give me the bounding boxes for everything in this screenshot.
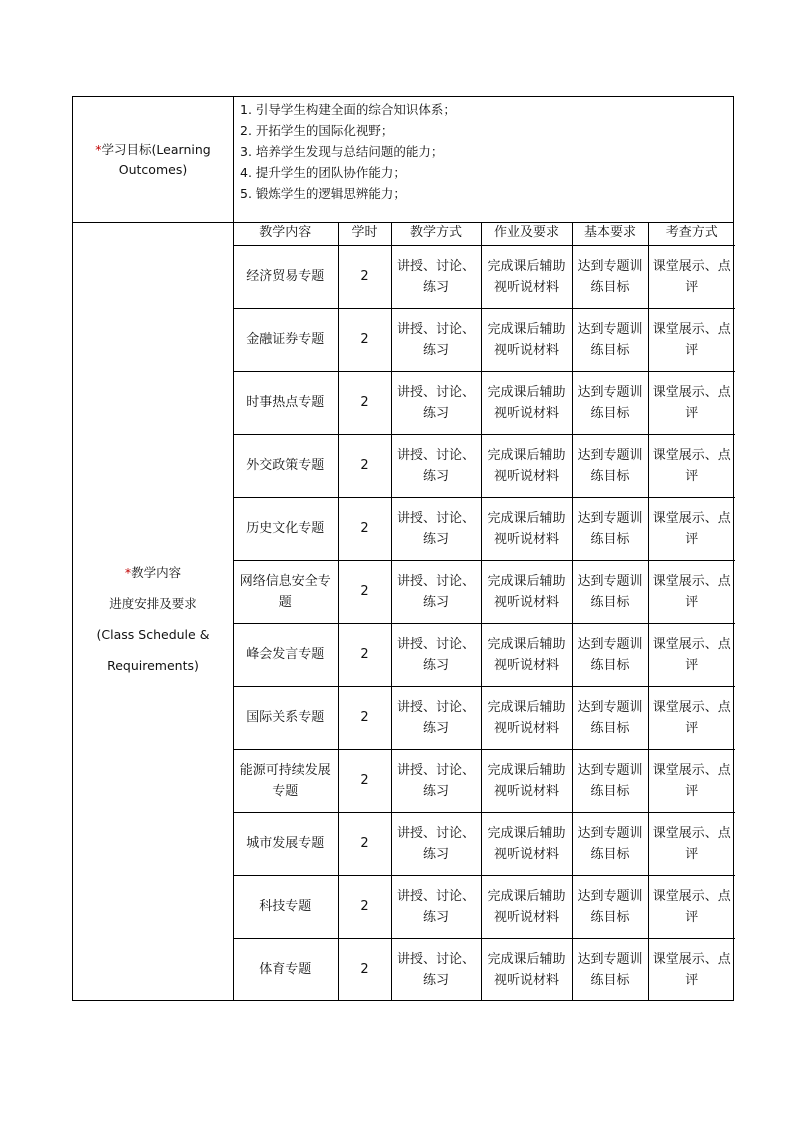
basic-requirement-cell: 达到专题训练目标 bbox=[572, 623, 648, 686]
hours-cell: 2 bbox=[338, 245, 391, 308]
basic-requirement-cell: 达到专题训练目标 bbox=[572, 371, 648, 434]
basic-requirement-cell: 达到专题训练目标 bbox=[572, 245, 648, 308]
table-row bbox=[233, 371, 735, 434]
assessment-cell: 课堂展示、点评 bbox=[648, 812, 735, 875]
homework-cell: 完成课后辅助视听说材料 bbox=[481, 938, 572, 1001]
assessment-cell: 课堂展示、点评 bbox=[648, 623, 735, 686]
hours-cell: 2 bbox=[338, 812, 391, 875]
method-cell: 讲授、讨论、练习 bbox=[391, 623, 481, 686]
method-cell: 讲授、讨论、练习 bbox=[391, 245, 481, 308]
basic-requirement-cell: 达到专题训练目标 bbox=[572, 749, 648, 812]
table-row bbox=[233, 560, 735, 623]
basic-requirement-cell: 达到专题训练目标 bbox=[572, 875, 648, 938]
homework-cell: 完成课后辅助视听说材料 bbox=[481, 560, 572, 623]
assessment-cell: 课堂展示、点评 bbox=[648, 560, 735, 623]
method-cell: 讲授、讨论、练习 bbox=[391, 371, 481, 434]
learning-outcomes-label bbox=[73, 140, 233, 180]
homework-cell: 完成课后辅助视听说材料 bbox=[481, 686, 572, 749]
basic-requirement-cell: 达到专题训练目标 bbox=[572, 560, 648, 623]
assessment-cell: 课堂展示、点评 bbox=[648, 875, 735, 938]
table-row bbox=[233, 497, 735, 560]
hours-cell: 2 bbox=[338, 686, 391, 749]
hours-cell: 2 bbox=[338, 497, 391, 560]
basic-requirement-cell: 达到专题训练目标 bbox=[572, 812, 648, 875]
table-row bbox=[233, 938, 735, 1001]
topic-cell: 经济贸易专题 bbox=[233, 245, 338, 308]
homework-cell: 完成课后辅助视听说材料 bbox=[481, 623, 572, 686]
basic-requirement-cell: 达到专题训练目标 bbox=[572, 497, 648, 560]
learning-outcomes-label-line2: Outcomes) bbox=[118, 162, 188, 177]
header-basic-requirements: 基本要求 bbox=[572, 222, 648, 245]
table-row bbox=[233, 434, 735, 497]
method-cell: 讲授、讨论、练习 bbox=[391, 749, 481, 812]
homework-cell: 完成课后辅助视听说材料 bbox=[481, 497, 572, 560]
topic-cell: 时事热点专题 bbox=[233, 371, 338, 434]
outcome-item: 3. 培养学生发现与总结问题的能力； bbox=[240, 144, 444, 159]
table-row bbox=[233, 812, 735, 875]
method-cell: 讲授、讨论、练习 bbox=[391, 497, 481, 560]
topic-cell: 城市发展专题 bbox=[233, 812, 338, 875]
hours-cell: 2 bbox=[338, 875, 391, 938]
assessment-cell: 课堂展示、点评 bbox=[648, 497, 735, 560]
homework-cell: 完成课后辅助视听说材料 bbox=[481, 245, 572, 308]
hours-cell: 2 bbox=[338, 749, 391, 812]
table-row bbox=[233, 875, 735, 938]
table-row bbox=[233, 686, 735, 749]
class-schedule-label-line4: Requirements) bbox=[107, 658, 199, 673]
basic-requirement-cell: 达到专题训练目标 bbox=[572, 938, 648, 1001]
table-row bbox=[233, 245, 735, 308]
hours-cell: 2 bbox=[338, 938, 391, 1001]
homework-cell: 完成课后辅助视听说材料 bbox=[481, 308, 572, 371]
learning-outcomes-list bbox=[240, 97, 720, 204]
table-row bbox=[233, 749, 735, 812]
hours-cell: 2 bbox=[338, 371, 391, 434]
method-cell: 讲授、讨论、练习 bbox=[391, 560, 481, 623]
basic-requirement-cell: 达到专题训练目标 bbox=[572, 434, 648, 497]
outcome-item: 2. 开拓学生的国际化视野； bbox=[240, 123, 394, 138]
outcome-item: 1. 引导学生构建全面的综合知识体系； bbox=[240, 102, 456, 117]
class-schedule-table bbox=[233, 222, 735, 1001]
assessment-cell: 课堂展示、点评 bbox=[648, 371, 735, 434]
required-marker: * bbox=[124, 565, 132, 580]
header-assessment: 考查方式 bbox=[648, 222, 735, 245]
topic-cell: 外交政策专题 bbox=[233, 434, 338, 497]
method-cell: 讲授、讨论、练习 bbox=[391, 938, 481, 1001]
hours-cell: 2 bbox=[338, 308, 391, 371]
topic-cell: 历史文化专题 bbox=[233, 497, 338, 560]
homework-cell: 完成课后辅助视听说材料 bbox=[481, 371, 572, 434]
schedule-header-row bbox=[233, 222, 735, 245]
topic-cell: 能源可持续发展专题 bbox=[233, 749, 338, 812]
homework-cell: 完成课后辅助视听说材料 bbox=[481, 434, 572, 497]
basic-requirement-cell: 达到专题训练目标 bbox=[572, 308, 648, 371]
assessment-cell: 课堂展示、点评 bbox=[648, 434, 735, 497]
outcome-item: 4. 提升学生的团队协作能力； bbox=[240, 165, 406, 180]
topic-cell: 国际关系专题 bbox=[233, 686, 338, 749]
outcome-item: 5. 锻炼学生的逻辑思辨能力； bbox=[240, 186, 406, 201]
class-schedule-label-line1: 教学内容 bbox=[131, 565, 182, 580]
table-row bbox=[233, 308, 735, 371]
assessment-cell: 课堂展示、点评 bbox=[648, 749, 735, 812]
hours-cell: 2 bbox=[338, 434, 391, 497]
header-hours: 学时 bbox=[338, 222, 391, 245]
homework-cell: 完成课后辅助视听说材料 bbox=[481, 875, 572, 938]
method-cell: 讲授、讨论、练习 bbox=[391, 812, 481, 875]
required-marker: * bbox=[95, 142, 102, 157]
assessment-cell: 课堂展示、点评 bbox=[648, 245, 735, 308]
homework-cell: 完成课后辅助视听说材料 bbox=[481, 749, 572, 812]
class-schedule-label-line3: (Class Schedule & bbox=[96, 627, 210, 642]
header-homework: 作业及要求 bbox=[481, 222, 572, 245]
syllabus-table bbox=[72, 96, 734, 1001]
basic-requirement-cell: 达到专题训练目标 bbox=[572, 686, 648, 749]
method-cell: 讲授、讨论、练习 bbox=[391, 434, 481, 497]
assessment-cell: 课堂展示、点评 bbox=[648, 938, 735, 1001]
method-cell: 讲授、讨论、练习 bbox=[391, 875, 481, 938]
learning-outcomes-label-line1: 学习目标(Learning bbox=[101, 142, 211, 157]
hours-cell: 2 bbox=[338, 623, 391, 686]
header-teaching-method: 教学方式 bbox=[391, 222, 481, 245]
method-cell: 讲授、讨论、练习 bbox=[391, 686, 481, 749]
topic-cell: 体育专题 bbox=[233, 938, 338, 1001]
class-schedule-label-line2: 进度安排及要求 bbox=[109, 596, 197, 611]
assessment-cell: 课堂展示、点评 bbox=[648, 686, 735, 749]
topic-cell: 网络信息安全专题 bbox=[233, 560, 338, 623]
table-row bbox=[233, 623, 735, 686]
topic-cell: 科技专题 bbox=[233, 875, 338, 938]
homework-cell: 完成课后辅助视听说材料 bbox=[481, 812, 572, 875]
topic-cell: 金融证券专题 bbox=[233, 308, 338, 371]
class-schedule-label bbox=[73, 557, 233, 681]
assessment-cell: 课堂展示、点评 bbox=[648, 308, 735, 371]
method-cell: 讲授、讨论、练习 bbox=[391, 308, 481, 371]
hours-cell: 2 bbox=[338, 560, 391, 623]
header-teaching-content: 教学内容 bbox=[233, 222, 338, 245]
topic-cell: 峰会发言专题 bbox=[233, 623, 338, 686]
